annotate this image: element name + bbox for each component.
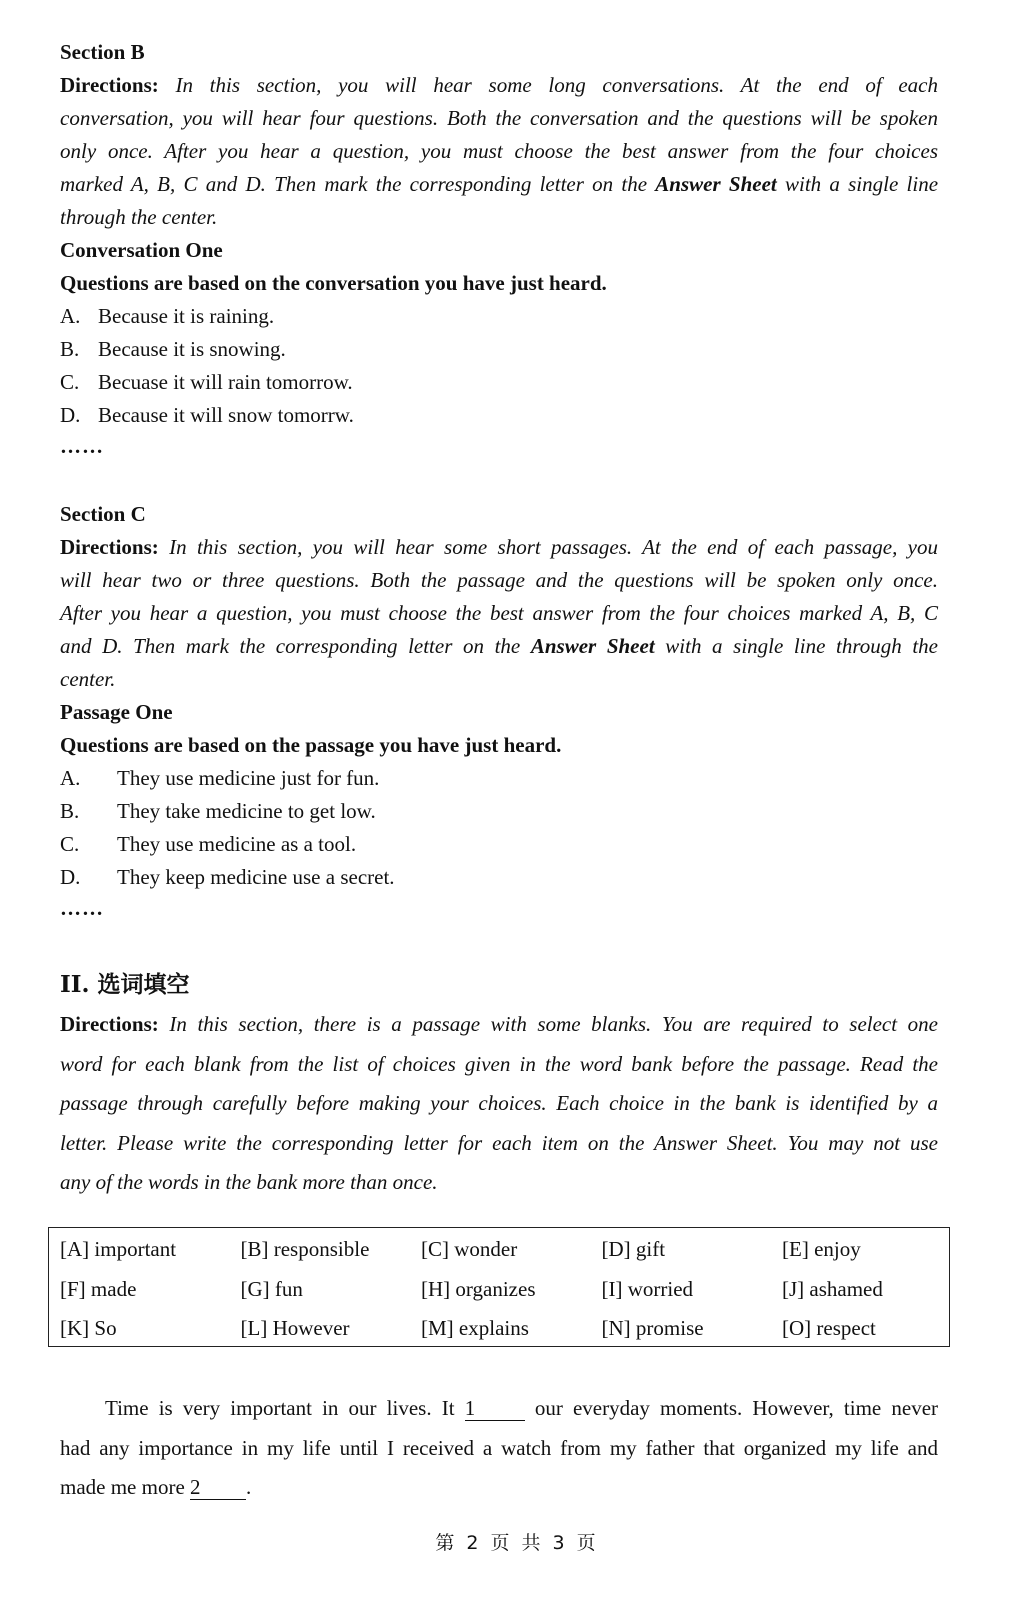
- passage-text: had any importance in my life until I received a watch from my father that organized my life and: [60, 1435, 938, 1460]
- passage-text: .: [246, 1475, 252, 1499]
- passage-text: Time is very important in our lives. It: [105, 1396, 455, 1420]
- word-bank-cell: [A] important: [60, 1237, 177, 1261]
- conversation-title: Conversation One: [60, 238, 223, 262]
- answer-option: [60, 861, 938, 894]
- section-c-title: Section C: [60, 502, 146, 526]
- ellipsis: ……: [60, 896, 104, 920]
- word-bank-cell: [N] promise: [601, 1316, 704, 1340]
- word-bank-cell: [E] enjoy: [782, 1237, 861, 1261]
- directions-text: passage through carefully before making your choices. Each choice in the bank is identified by a: [60, 1091, 938, 1115]
- directions-text: word for each blank from the list of choices given in the word bank before the passage. Read the: [60, 1051, 938, 1076]
- section-b-title: Section B: [60, 40, 145, 64]
- section-b-directions: [60, 69, 938, 234]
- directions-text: After you hear a question, you must choose the best answer from the four choices marked A, B, C: [60, 601, 938, 625]
- word-bank-cell: [I] worried: [601, 1276, 694, 1301]
- option-letter: B.: [60, 337, 80, 361]
- answer-option: [60, 333, 938, 366]
- word-bank-cell: [F] made: [60, 1276, 137, 1301]
- option-text: They keep medicine use a secret.: [117, 865, 395, 889]
- question-intro: Questions are based on the passage you have just heard.: [60, 733, 562, 757]
- word-bank-cell: [J] ashamed: [782, 1276, 883, 1301]
- answer-option: [60, 762, 938, 795]
- answer-sheet-emphasis: Answer Sheet: [530, 634, 655, 658]
- directions-text: letter. Please write the corresponding letter for each item on the Answer Sheet. You may not use: [60, 1130, 938, 1155]
- option-letter: C.: [60, 832, 80, 856]
- passage-text: made me more: [60, 1475, 185, 1499]
- answer-options: [60, 762, 938, 894]
- directions-text: any of the words in the bank more than once.: [60, 1170, 438, 1194]
- word-bank-row: [49, 1268, 949, 1308]
- directions-text: with a single line: [784, 172, 939, 196]
- option-text: Becuase it will rain tomorrow.: [98, 370, 353, 394]
- option-letter: D.: [60, 403, 81, 427]
- directions-text: In this section, you will hear some long conversations. At the end of each: [175, 73, 938, 97]
- exam-page: [60, 36, 938, 1203]
- option-letter: D.: [60, 865, 81, 889]
- directions-text: will hear two or three questions. Both the passage and the questions will be spoken only once.: [60, 568, 938, 592]
- word-bank-cell: [G] fun: [240, 1276, 303, 1301]
- page-footer: 第 2 页 共 3 页: [435, 1532, 599, 1554]
- directions-text: through the center.: [60, 205, 218, 229]
- answer-option: [60, 399, 938, 432]
- directions-label: Directions:: [60, 1012, 159, 1036]
- directions-label: Directions:: [60, 535, 159, 559]
- answer-option: [60, 366, 938, 399]
- passage-title: Passage One: [60, 700, 173, 724]
- word-bank-table: [48, 1227, 950, 1347]
- ellipsis: ……: [60, 434, 104, 458]
- word-bank-cell: [C] wonder: [421, 1237, 518, 1261]
- word-bank-cell: [M] explains: [421, 1316, 529, 1340]
- option-letter: C.: [60, 370, 80, 394]
- word-bank-cell: [L] However: [240, 1316, 350, 1340]
- part-two-title: II. 选词填空: [60, 971, 190, 998]
- blank-2[interactable]: 2: [190, 1475, 246, 1500]
- word-bank-row: [49, 1228, 949, 1268]
- option-text: They take medicine to get low.: [117, 799, 376, 823]
- section-c-directions: [60, 531, 938, 696]
- word-bank-cell: [O] respect: [782, 1316, 876, 1340]
- passage-text: our everyday moments. However, time never: [534, 1396, 939, 1420]
- word-bank-cell: [D] gift: [601, 1237, 666, 1261]
- answer-option: [60, 300, 938, 333]
- directions-text: center.: [60, 667, 116, 691]
- word-bank-cell: [H] organizes: [421, 1276, 536, 1301]
- answer-options: [60, 300, 938, 432]
- answer-option: [60, 795, 938, 828]
- blank-1[interactable]: 1: [465, 1396, 525, 1421]
- option-letter: B.: [60, 799, 80, 823]
- directions-text: and D. Then mark the corresponding letter on the: [60, 634, 521, 658]
- word-bank-cell: [B] responsible: [240, 1237, 370, 1261]
- answer-option: [60, 828, 938, 861]
- word-bank-cell: [K] So: [60, 1316, 117, 1340]
- directions-label: Directions:: [60, 73, 159, 97]
- part-two-directions: [60, 1005, 938, 1203]
- directions-text: only once. After you hear a question, you must choose the best answer from the four choices: [60, 139, 938, 163]
- option-text: Because it is raining.: [98, 304, 275, 328]
- directions-text: with a single line through the: [665, 634, 938, 658]
- option-text: Because it is snowing.: [98, 337, 286, 361]
- cloze-passage: [60, 1389, 938, 1508]
- word-bank-row: [49, 1307, 949, 1347]
- option-text: They use medicine just for fun.: [117, 766, 380, 790]
- option-text: They use medicine as a tool.: [117, 832, 357, 856]
- question-intro: Questions are based on the conversation you have just heard.: [60, 271, 607, 295]
- directions-text: marked A, B, C and D. Then mark the corresponding letter on the: [60, 172, 648, 196]
- option-letter: A.: [60, 766, 81, 790]
- option-letter: A.: [60, 304, 81, 328]
- directions-text: In this section, there is a passage with some blanks. You are required to select one: [169, 1012, 939, 1036]
- directions-text: conversation, you will hear four questions. Both the conversation and the questions will be spoken: [60, 106, 938, 130]
- answer-sheet-emphasis: Answer Sheet: [655, 172, 777, 196]
- option-text: Because it will snow tomorrw.: [98, 403, 354, 427]
- directions-text: In this section, you will hear some short passages. At the end of each passage, you: [169, 535, 938, 559]
